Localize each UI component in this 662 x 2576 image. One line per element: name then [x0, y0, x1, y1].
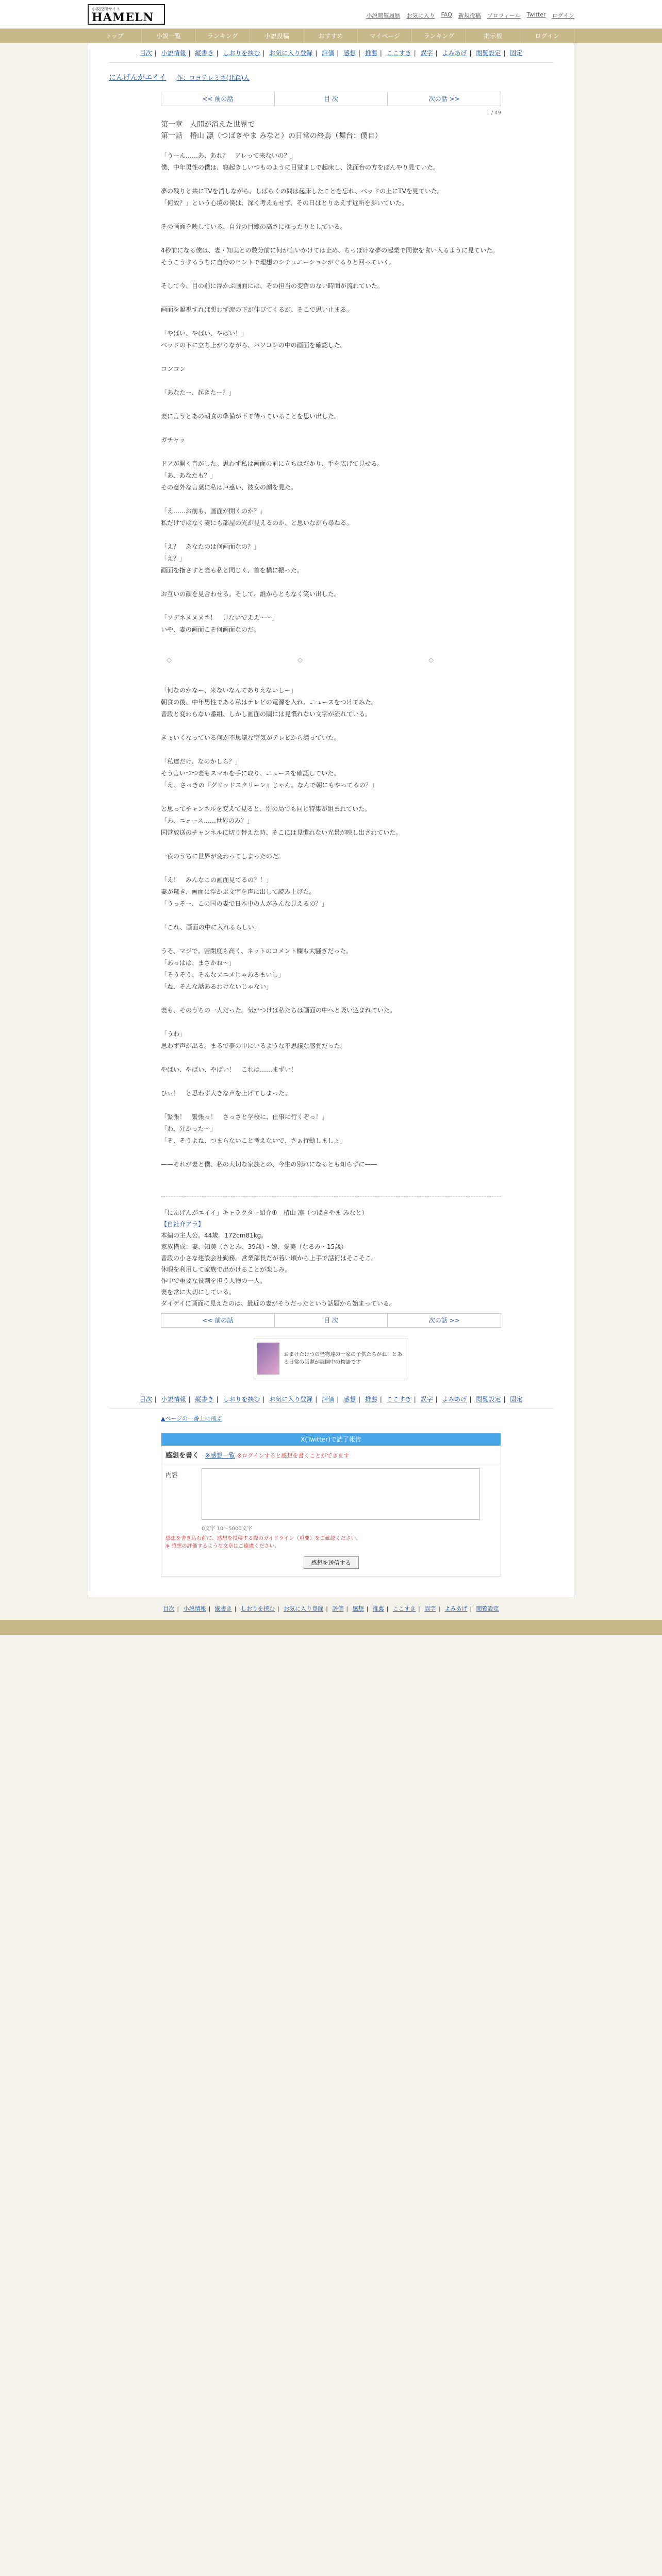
- paragraph: お互いの顔を見合わせる。そして、誰からともなく笑い出した。: [161, 590, 340, 598]
- site-logo[interactable]: [88, 4, 165, 25]
- review-submit-wrap: [161, 1553, 501, 1576]
- paragraph: [161, 934, 501, 945]
- paragraph: [161, 1076, 501, 1088]
- logo-wordmark: HAMELN: [92, 11, 154, 24]
- paragraph: [161, 993, 501, 1005]
- paragraph: いや、妻の画面こそ何画面なのだ。: [161, 626, 260, 633]
- paragraph: 休暇を利用して家族で出かけることが楽しみ。: [161, 1266, 291, 1273]
- next-chapter-button[interactable]: 次の話 >>: [428, 1317, 460, 1324]
- footer-nav: 目次 | 小説情報 | 縦書き | しおりを挟む | お気に入り登録 | 評価 | 感想 | 推薦 | ここすき | 誤字 | よみあげ | 閲覧設定: [163, 1605, 499, 1612]
- paragraph: 一夜のうちに世界が変わってしまったのだ。: [161, 853, 285, 860]
- page-top-link[interactable]: [161, 1414, 501, 1422]
- paragraph: コンコン: [161, 365, 186, 372]
- nav-tab[interactable]: トップ: [88, 29, 142, 43]
- chapter-line: 第一話 椿山 凛（つばきやま みなと）の日常の終焉（舞台：僕自）: [161, 132, 382, 140]
- next-chapter-button[interactable]: 次の話 >>: [428, 95, 460, 103]
- paragraph: 「あ、あなたも？」: [161, 472, 217, 479]
- subnav-link[interactable]: 推薦: [365, 49, 377, 57]
- paragraph: 夢の残りと共にTVを消しながら、しばらくの間は起床したことを忘れ、ベッドの上にTVを見ていた。: [161, 188, 443, 195]
- paragraph: 「あなたー、起きたー？」: [161, 389, 235, 396]
- paragraph: [161, 233, 501, 245]
- work-author[interactable]: 作：コヨテレミネ(北森)人: [176, 74, 250, 81]
- subnav-link[interactable]: 固定: [510, 1396, 523, 1403]
- review-warning: 感想を書き込む前に、感想を投稿する際のガイドライン（重要）をご確認ください。 ※ 感想の評価するような文章はご遠慮ください。: [166, 1536, 361, 1549]
- subnav-link[interactable]: 閲覧設定: [476, 1396, 501, 1403]
- paragraph: [161, 577, 501, 588]
- subnav-link[interactable]: 縦書き: [195, 1396, 214, 1403]
- paragraph: 「あっはは、まさかね〜」: [161, 959, 235, 967]
- review-login-note: ※ログインすると感想を書くことができます: [237, 1452, 350, 1459]
- subnav-link[interactable]: 小説情報: [161, 1396, 186, 1403]
- paragraph: ダイデイに画面に見えたのは、最近の妻がそうだったという話題から始まっている。: [161, 1300, 395, 1307]
- paragraph: 「ね、そんな話あるわけないじゃない」: [161, 983, 273, 990]
- header-link[interactable]: FAQ: [441, 11, 452, 18]
- paragraph: 朝食の後、中年男性である私はテレビの電源を入れ、ニュースをつけてみた。: [161, 699, 377, 706]
- paragraph: [161, 839, 501, 851]
- afterword-title: 「にんげんがエイイ」キャラクター紹介① 椿山 凛（つばきやま みなと）: [161, 1209, 368, 1216]
- paragraph: 「緊張！ 緊張っ！ さっさと学校に、仕事に行くぞっ！」: [161, 1113, 328, 1121]
- paragraph: [161, 375, 501, 387]
- subnav-link[interactable]: お気に入り登録: [269, 49, 313, 57]
- ad-text: おまけたけつの怪物達の一家の子供たちがね！とある日常の話題が展開中の物語です: [284, 1352, 403, 1365]
- paragraph: [161, 744, 501, 756]
- review-form: [161, 1464, 501, 1524]
- nav-tab[interactable]: ランキング: [412, 29, 466, 43]
- paragraph: 「ソデネヌヌヌネ！ 見ないでええ〜〜」: [161, 614, 278, 621]
- nav-tab[interactable]: 小説投稿: [250, 29, 304, 43]
- pager-bottom: [161, 1313, 501, 1328]
- nav-tab[interactable]: ログイン: [520, 29, 574, 43]
- ad-thumbnail: [257, 1343, 279, 1375]
- novel-body: [161, 110, 501, 1309]
- header-links: [366, 11, 574, 20]
- subnav-link[interactable]: お気に入り登録: [269, 1396, 313, 1403]
- footer-link[interactable]: 小説情報: [183, 1605, 206, 1612]
- paragraph: [161, 529, 501, 541]
- paragraph: そうこうするうちに自分のヒントで理想のシチュエーションがぐるりと回っていく。: [161, 259, 395, 266]
- header-link[interactable]: プロフィール: [487, 12, 521, 19]
- paragraph: [161, 268, 501, 280]
- paragraph: ——それが妻と僕、私の大切な家族との、今生の別れになるとも知らずに——: [161, 1161, 377, 1168]
- paragraph: 「これ、画面の中に入れるらしい」: [161, 924, 260, 931]
- paragraph: [161, 351, 501, 363]
- paragraph: 画面を指さすと妻も私と同じく、首を横に振った。: [161, 567, 303, 574]
- subnav-link[interactable]: 閲覧設定: [476, 49, 501, 57]
- paragraph: [161, 720, 501, 732]
- paragraph: [161, 1016, 501, 1028]
- site-header: [0, 0, 662, 29]
- paragraph: [161, 1147, 501, 1159]
- paragraph: その画面を映している、自分の目線の高さにゆったりとしている。: [161, 223, 346, 230]
- paragraph: 「え！ みんなこの画面見てるの？！」: [161, 876, 273, 884]
- footer-link[interactable]: 誤字: [424, 1605, 436, 1612]
- paragraph: [161, 600, 501, 612]
- work-subnav: 目次 | 小説情報 | 縦書き | しおりを挟む | お気に入り登録 | 評価 | 感想 | 推薦 | ここすき | 誤字 | よみあげ | 閲覧設定 | 固定: [109, 43, 553, 63]
- subnav-link[interactable]: しおりを挟む: [223, 1396, 260, 1403]
- work-title[interactable]: にんげんがエイイ: [109, 74, 167, 82]
- subnav-link[interactable]: 推薦: [365, 1396, 377, 1403]
- nav-tab[interactable]: ランキング: [196, 29, 250, 43]
- paragraph: 「何なのかなー、来ないなんてありえないしー」: [161, 687, 297, 694]
- paragraph: 「え、さっきの『グリッドスクリーン』じゃん。なんで朝にもやってるの？」: [161, 782, 378, 789]
- toc-button[interactable]: 目 次: [275, 1314, 388, 1327]
- paragraph: 妻を常に大切にしている。: [161, 1289, 236, 1296]
- prev-chapter-button[interactable]: << 前の話: [161, 1314, 275, 1327]
- paragraph: [161, 1052, 501, 1064]
- paragraph: うそ、マジで。密閉度も高く、ネットのコメント欄も大騒ぎだった。: [161, 947, 353, 955]
- paragraph: ガチャッ: [161, 436, 186, 444]
- subnav-link[interactable]: よみあげ: [442, 49, 467, 57]
- nav-tab[interactable]: 小説一覧: [142, 29, 196, 43]
- paragraph: 「何故？」という心境の僕は、深く考えもせず、その日はとりあえず近所を歩いていた。: [161, 199, 408, 207]
- paragraph: ドアが開く音がした。思わず私は画面の前に立ちはだかり、手を広げて見せる。: [161, 460, 384, 467]
- paragraph: 妻も、そのうちの一人だった。気がつけば私たちは画面の中へと吸い込まれていた。: [161, 1007, 396, 1014]
- chapter-line: 第一章 人間が消えた世界で: [161, 121, 255, 129]
- twitter-share-button[interactable]: X(Twitter)で読了報告: [161, 1433, 501, 1446]
- work-subnav-bottom: 目次 | 小説情報 | 縦書き | しおりを挟む | お気に入り登録 | 評価 | 感想 | 推薦 | ここすき | 誤字 | よみあげ | 閲覧設定 | 固定: [109, 1389, 553, 1409]
- subnav-link[interactable]: しおりを挟む: [223, 49, 260, 57]
- paragraph: [161, 446, 501, 458]
- paragraph: 普段と変わらない番組、しかし画面の隅には見慣れない文字が流れている。: [161, 710, 372, 718]
- paragraph: [161, 174, 501, 185]
- paragraph: [161, 862, 501, 874]
- content-card: [88, 43, 574, 1597]
- subnav-link[interactable]: 縦書き: [195, 49, 214, 57]
- novel-text-part2: [161, 685, 501, 1171]
- review-submit-button[interactable]: 感想を送信する: [304, 1556, 359, 1569]
- nav-tab[interactable]: マイページ: [358, 29, 412, 43]
- paragraph: と思ってチャンネルを変えて見ると、別の局でも同じ特集が組まれていた。: [161, 805, 371, 812]
- subnav-link[interactable]: 誤字: [420, 1396, 433, 1403]
- paragraph: [161, 209, 501, 221]
- paragraph: [161, 422, 501, 434]
- paragraph: 「え？」: [161, 555, 186, 562]
- paragraph: 本編の主人公。44歳。172cm81kg。: [161, 1232, 268, 1239]
- paragraph: [161, 1099, 501, 1111]
- paragraph: 妻が驚き、画面に浮かぶ文字を声に出して読み上げた。: [161, 888, 316, 895]
- paragraph: 妻に言うとあの朝食の準備が下で待っていることを思い出した。: [161, 413, 341, 420]
- header-link[interactable]: ログイン: [552, 12, 574, 19]
- footer-link[interactable]: しおりを挟む: [240, 1605, 275, 1612]
- novel-text-part1: [161, 150, 501, 636]
- paragraph: 「うわ」: [161, 1030, 186, 1038]
- paragraph: 普段の小さな建設会社勤務。営業部長だが若い頃から上手で話術はそこそこ。: [161, 1255, 378, 1262]
- footer-link[interactable]: お気に入り登録: [284, 1605, 324, 1612]
- subnav-link[interactable]: 固定: [510, 49, 523, 57]
- paragraph: 思わず声が出る。まるで夢の中にいるような不思議な感覚だった。: [161, 1042, 346, 1049]
- nav-tab[interactable]: 掲示板: [466, 29, 520, 43]
- afterword-lines: [161, 1230, 501, 1309]
- paragraph: 「え？ あなたのは何画面なの？」: [161, 543, 260, 550]
- paragraph: 「わ、分かった〜」: [161, 1125, 217, 1132]
- header-link[interactable]: お気に入り: [406, 12, 435, 19]
- paragraph: 家族構成：妻、知美（さとみ、39歳）・娘、愛美（なるみ・15歳）: [161, 1243, 347, 1250]
- paragraph: [161, 494, 501, 505]
- footer-bar: [0, 1620, 662, 1635]
- subnav-link[interactable]: 感想: [343, 1396, 356, 1403]
- paragraph: [161, 791, 501, 803]
- footer-link[interactable]: 縦書き: [214, 1605, 232, 1612]
- paragraph: 僕、中年男性の僕は、寝起きしいつものように目覚ましで起床し、洗面台の方をぼんやり見ていた。: [161, 164, 440, 171]
- review-header: [161, 1446, 501, 1464]
- paragraph: 4秒前になる僕は、妻・知美との数分前に何か言いかけては止め、ちっぽけな夢の起業で同僚を食い入るように見ていた。: [161, 247, 499, 254]
- ad-banner[interactable]: [254, 1338, 408, 1379]
- subnav-link[interactable]: よみあげ: [442, 1396, 467, 1403]
- header-link[interactable]: 小説閲覧履歴: [366, 12, 401, 19]
- review-box: [161, 1433, 501, 1577]
- paragraph: 「そ、そうよね、つまらないこと考えないで、さぁ行動しましょ」: [161, 1137, 346, 1144]
- subnav-link[interactable]: 誤字: [420, 49, 433, 57]
- subnav-link[interactable]: 小説情報: [161, 49, 186, 57]
- nav-tab[interactable]: おすすめ: [304, 29, 358, 43]
- footer-link[interactable]: 感想: [352, 1605, 364, 1612]
- pager-top: [161, 92, 501, 106]
- paragraph: そして今、目の前に浮かぶ画面には、その担当の変哲のない時間が流れていた。: [161, 282, 384, 290]
- subnav-link[interactable]: ここすき: [386, 49, 411, 57]
- subnav-link[interactable]: 感想: [343, 49, 356, 57]
- scene-break: ◇ ◇ ◇: [166, 656, 496, 664]
- page-top-anchor[interactable]: ▲ページの一番上に飛ぶ: [161, 1415, 222, 1422]
- paragraph: 画面を凝視すれば想わず涙の下が伸びてくるが、そこで思い止まる。: [161, 306, 353, 313]
- footer-link[interactable]: 目次: [163, 1605, 175, 1612]
- paragraph: [161, 316, 501, 328]
- chapter-title: [161, 119, 501, 142]
- page-count: 1 / 49: [486, 110, 501, 116]
- header-link[interactable]: 新規投稿: [458, 12, 481, 19]
- paragraph: やばい、やばい、やばい！ これは……まずい！: [161, 1066, 297, 1073]
- toc-button[interactable]: 目 次: [275, 92, 388, 106]
- prev-chapter-button[interactable]: << 前の話: [161, 92, 275, 106]
- paragraph: [161, 292, 501, 304]
- subnav-link[interactable]: ここすき: [386, 1396, 411, 1403]
- subnav-link[interactable]: 評価: [322, 1396, 335, 1403]
- review-textarea[interactable]: [202, 1468, 480, 1520]
- paragraph: 「え……お前も、画面が開くのか？」: [161, 507, 267, 515]
- review-heading: 感想を書く: [166, 1452, 200, 1460]
- paragraph: そう言いつつ妻もスマホを手に取り、ニュースを確認していた。: [161, 770, 340, 777]
- paragraph: ベッドの下に立ち上がりながら、パソコンの中の画面を確認した。: [161, 342, 346, 349]
- logo-tagline: 小説投稿サイト: [92, 7, 121, 11]
- footer-link[interactable]: 評価: [332, 1605, 344, 1612]
- paragraph: 「そうそう、そんなアニメじゃあるまいし」: [161, 971, 285, 978]
- afterword-link[interactable]: 【自社介アラ】: [161, 1221, 205, 1228]
- review-char-count: 0文字 10〜5000文字: [202, 1526, 252, 1532]
- footer-link[interactable]: 閲覧設定: [476, 1605, 499, 1612]
- header-link[interactable]: Twitter: [526, 11, 546, 18]
- subnav-link[interactable]: 目次: [139, 1396, 152, 1403]
- review-list-link[interactable]: ※感想一覧: [205, 1452, 235, 1459]
- footer-link[interactable]: 推薦: [372, 1605, 384, 1612]
- footer-link[interactable]: ここすき: [393, 1605, 416, 1612]
- afterword: [161, 1196, 501, 1309]
- subnav-link[interactable]: 評価: [322, 49, 335, 57]
- paragraph: 「私達だけ、なのかしら？」: [161, 758, 241, 765]
- work-header: [109, 63, 553, 88]
- paragraph: 作中で重要な役割を担う人物の一人。: [161, 1277, 267, 1284]
- paragraph: ひぃ！ と思わず大きな声を上げてしまった。: [161, 1090, 291, 1097]
- paragraph: その意外な言葉に私は戸惑い、彼女の顔を見た。: [161, 484, 297, 491]
- paragraph: [161, 399, 501, 411]
- paragraph: きょいくなっている何か不思議な空気がテレビから漂っていた。: [161, 734, 340, 741]
- paragraph: 「やばい、やばい、やばい！」: [161, 330, 248, 337]
- review-label: 内容: [166, 1471, 178, 1479]
- paragraph: 「うーん……あ、あれ？ アレって来ないの？」: [161, 152, 296, 159]
- paragraph: 国営放送のチャンネルに切り替えた時、そこには見慣れない光景が映し出されていた。: [161, 829, 402, 836]
- paragraph: 「あ、ニュース……世界のみ？」: [161, 817, 253, 824]
- paragraph: 私だけではなく妻にも部屋の光が見えるのか、と思いながら尋ねる。: [161, 519, 353, 527]
- paragraph: 「うっそー、この国の妻で日本中の人がみんな見えるの？」: [161, 900, 328, 907]
- paragraph: [161, 910, 501, 922]
- subnav-link[interactable]: 目次: [139, 49, 152, 57]
- footer-link[interactable]: よみあげ: [444, 1605, 468, 1612]
- main-nav: [0, 29, 662, 43]
